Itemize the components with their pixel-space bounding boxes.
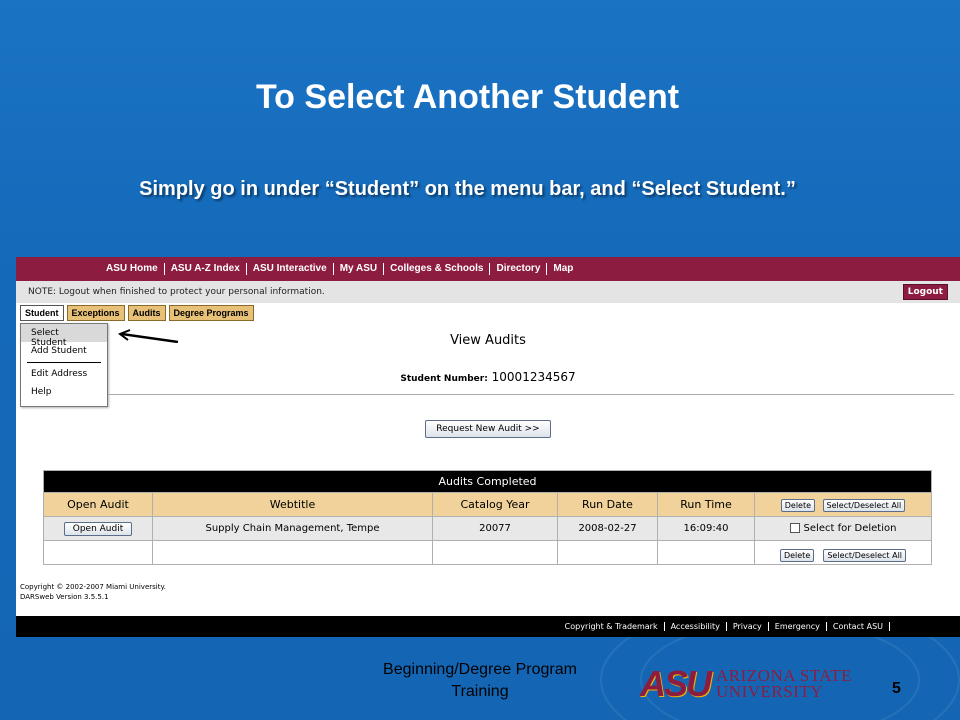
audits-table — [43, 470, 932, 565]
col-actions — [755, 493, 932, 517]
dropdown-separator — [27, 362, 101, 363]
col-run-date: Run Date — [558, 493, 658, 517]
delete-button[interactable]: Delete — [781, 499, 815, 512]
dropdown-add-student[interactable]: Add Student — [31, 346, 87, 356]
logout-notice: NOTE: Logout when finished to protect your personal information. — [28, 287, 325, 297]
audits-caption: Audits Completed — [44, 471, 932, 493]
copyright-text: Copyright © 2002-2007 Miami University. — [20, 583, 166, 591]
page-heading: View Audits — [450, 333, 526, 348]
actions-cell — [755, 541, 932, 565]
col-open-audit: Open Audit — [44, 493, 153, 517]
nav-map[interactable]: Map — [553, 263, 574, 274]
dropdown-help[interactable]: Help — [31, 387, 52, 397]
catalog-year-cell: 20077 — [433, 517, 558, 541]
menu-exceptions[interactable]: Exceptions — [67, 305, 125, 321]
select-all-button[interactable]: Select/Deselect All — [823, 499, 906, 512]
open-cell — [44, 517, 153, 541]
request-new-audit-button[interactable]: Request New Audit >> — [425, 420, 551, 438]
run-date-cell: 2008-02-27 — [558, 517, 658, 541]
empty-cell — [153, 541, 433, 565]
run-time-cell: 16:09:40 — [658, 517, 755, 541]
logout-button[interactable]: Logout — [903, 284, 948, 300]
empty-cell — [44, 541, 153, 565]
nav-asu-az-index[interactable]: ASU A-Z Index — [165, 263, 247, 275]
student-number-value: 10001234567 — [491, 370, 576, 384]
select-for-deletion-label: Select for Deletion — [803, 523, 897, 534]
nav-asu-interactive[interactable]: ASU Interactive — [247, 263, 334, 275]
nav-my-asu[interactable]: My ASU — [334, 263, 384, 275]
col-catalog-year: Catalog Year — [433, 493, 558, 517]
menu-student[interactable]: Student — [20, 305, 64, 321]
empty-cell — [433, 541, 558, 565]
menu-bar — [20, 305, 254, 321]
darsweb-screenshot — [16, 257, 960, 637]
slide-subtitle: Simply go in under “Student” on the menu bar, and “Select Student.” — [139, 178, 796, 200]
dropdown-edit-address[interactable]: Edit Address — [31, 369, 88, 379]
copyright-block — [20, 582, 166, 602]
nav-asu-home[interactable]: ASU Home — [100, 263, 165, 275]
footer-contact-asu[interactable]: Contact ASU — [827, 622, 890, 631]
student-number-line — [16, 370, 960, 384]
col-webtitle: Webtitle — [153, 493, 433, 517]
empty-cell — [658, 541, 755, 565]
select-cell — [755, 517, 932, 541]
asu-logo-text: ARIZONA STATE UNIVERSITY — [716, 666, 852, 701]
divider — [108, 394, 954, 395]
col-run-time: Run Time — [658, 493, 755, 517]
version-text: DARSweb Version 3.5.5.1 — [20, 593, 109, 601]
nav-directory[interactable]: Directory — [490, 263, 547, 275]
asu-logo-mark: ASU — [640, 663, 711, 704]
nav-colleges-schools[interactable]: Colleges & Schools — [384, 263, 490, 275]
empty-cell — [558, 541, 658, 565]
notice-bar — [16, 281, 960, 303]
table-row — [44, 541, 932, 565]
asu-footer — [16, 616, 960, 637]
asu-logo — [640, 664, 880, 704]
page-number: 5 — [892, 680, 901, 697]
dropdown-select-student[interactable]: Select Student — [21, 324, 107, 342]
footer-privacy[interactable]: Privacy — [727, 622, 769, 631]
table-row — [44, 517, 932, 541]
slide-footer-text: Beginning/Degree Program Training — [383, 661, 577, 700]
menu-degree-programs[interactable]: Degree Programs — [169, 305, 254, 321]
footer-copyright-trademark[interactable]: Copyright & Trademark — [559, 622, 665, 631]
menu-audits[interactable]: Audits — [128, 305, 166, 321]
asu-top-nav — [16, 257, 960, 281]
webtitle-cell: Supply Chain Management, Tempe — [153, 517, 433, 541]
footer-accessibility[interactable]: Accessibility — [665, 622, 727, 631]
select-for-deletion-checkbox[interactable] — [790, 523, 800, 533]
student-number-label: Student Number: — [400, 374, 488, 384]
delete-button[interactable]: Delete — [780, 549, 814, 562]
slide-title: To Select Another Student — [255, 78, 680, 116]
open-audit-button[interactable]: Open Audit — [64, 522, 133, 536]
select-all-button[interactable]: Select/Deselect All — [823, 549, 906, 562]
footer-emergency[interactable]: Emergency — [769, 622, 827, 631]
